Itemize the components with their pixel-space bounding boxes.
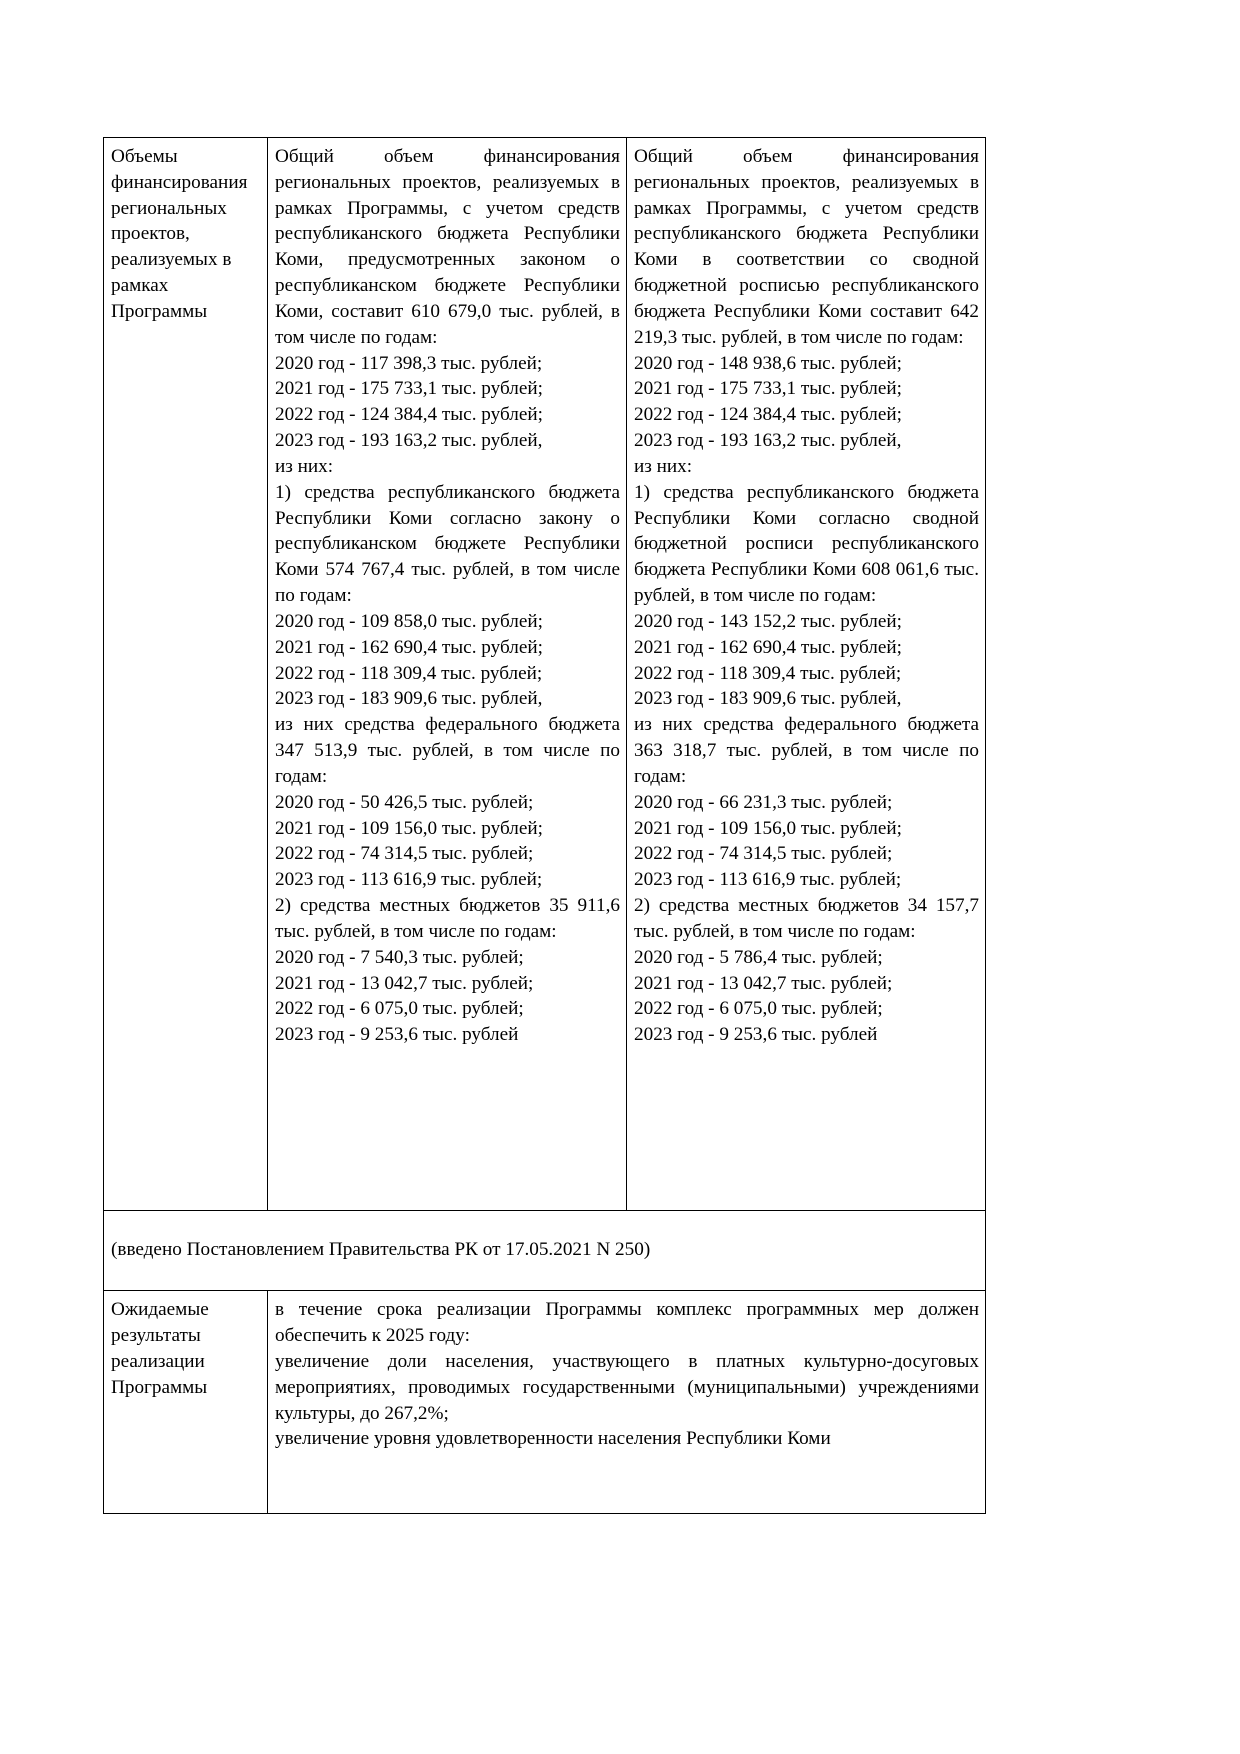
financing-paragraph: Общий объем финансирования региональных проектов, реализуемых в рамках Программы, с учетом средств республиканского бюджета Республики Коми, предусмотренных законом о республиканском бюджете Республики Коми, составит 610 679,0 тыс. рублей, в том числе по годам:	[275, 146, 620, 348]
financing-paragraph: 2021 год - 175 733,1 тыс. рублей;	[275, 378, 543, 400]
financing-paragraph: 2021 год - 13 042,7 тыс. рублей;	[634, 972, 893, 994]
financing-paragraph: 2023 год - 113 616,9 тыс. рублей;	[275, 869, 543, 891]
financing-paragraph: 2020 год - 143 152,2 тыс. рублей;	[634, 610, 902, 632]
financing-paragraph: 2021 год - 162 690,4 тыс. рублей;	[634, 636, 902, 658]
financing-budget-schedule-column	[627, 138, 986, 1211]
financing-paragraph: 2023 год - 193 163,2 тыс. рублей,	[634, 430, 902, 452]
row-label-expected-results	[104, 1291, 268, 1514]
table-row	[104, 1211, 986, 1291]
financing-law-column	[268, 138, 627, 1211]
amendment-note-text: (введено Постановлением Правительства РК от 17.05.2021 N 250)	[111, 1239, 651, 1261]
program-financing-table	[103, 137, 986, 1514]
row-label-financing-volumes	[104, 138, 268, 1211]
table-row	[104, 1291, 986, 1514]
financing-paragraph: 2022 год - 118 309,4 тыс. рублей;	[275, 662, 543, 684]
financing-paragraph: 2020 год - 109 858,0 тыс. рублей;	[275, 610, 543, 632]
financing-paragraph: 2023 год - 183 909,6 тыс. рублей,	[275, 688, 543, 710]
financing-paragraph: 2022 год - 74 314,5 тыс. рублей;	[634, 843, 893, 865]
financing-paragraph: 2021 год - 13 042,7 тыс. рублей;	[275, 972, 534, 994]
financing-paragraph: 2023 год - 193 163,2 тыс. рублей,	[275, 430, 543, 452]
table-row	[104, 138, 986, 1211]
financing-paragraph: 2020 год - 50 426,5 тыс. рублей;	[275, 791, 534, 813]
financing-paragraph: 2022 год - 118 309,4 тыс. рублей;	[634, 662, 902, 684]
financing-paragraph: 2022 год - 6 075,0 тыс. рублей;	[275, 998, 524, 1020]
expected-results-paragraph: увеличение доли населения, участвующего в платных культурно-досуговых мероприятиях, проводимых государственными (муниципальными) учреждениями культуры, до 267,2%;	[275, 1350, 979, 1424]
financing-paragraph: из них средства федерального бюджета 347 513,9 тыс. рублей, в том числе по годам:	[275, 714, 620, 787]
financing-paragraph: 2022 год - 124 384,4 тыс. рублей;	[634, 404, 902, 426]
financing-paragraph: 2023 год - 113 616,9 тыс. рублей;	[634, 869, 902, 891]
table-body	[104, 138, 986, 1514]
financing-paragraph: Общий объем финансирования региональных проектов, реализуемых в рамках Программы, с учетом средств республиканского бюджета Республики Коми в соответствии со сводной бюджетной росписью республиканского бюджета Республики Коми составит 642 219,3 тыс. рублей, в том числе по годам:	[634, 146, 979, 348]
financing-paragraph: 2021 год - 109 156,0 тыс. рублей;	[275, 817, 543, 839]
financing-paragraph: 2020 год - 148 938,6 тыс. рублей;	[634, 352, 902, 374]
financing-paragraph: 1) средства республиканского бюджета Республики Коми согласно закону о республиканском бюджете Республики Коми 574 767,4 тыс. рублей, в том числе по годам:	[275, 481, 620, 607]
amendment-note-cell	[104, 1211, 986, 1291]
financing-paragraph: 2020 год - 117 398,3 тыс. рублей;	[275, 352, 543, 374]
financing-paragraph: 2022 год - 124 384,4 тыс. рублей;	[275, 404, 543, 426]
financing-paragraph: 2022 год - 6 075,0 тыс. рублей;	[634, 998, 883, 1020]
financing-paragraph: 2) средства местных бюджетов 34 157,7 тыс. рублей, в том числе по годам:	[634, 895, 979, 942]
financing-paragraph: 2022 год - 74 314,5 тыс. рублей;	[275, 843, 534, 865]
row-label-text: Объемы финансирования региональных проектов, реализуемых в рамках Программы	[111, 146, 248, 322]
financing-paragraph: 1) средства республиканского бюджета Республики Коми согласно сводной бюджетной росписи республиканского бюджета Республики Коми 608 061,6 тыс. рублей, в том числе по годам:	[634, 481, 979, 607]
financing-paragraph: 2020 год - 66 231,3 тыс. рублей;	[634, 791, 893, 813]
financing-paragraph: 2023 год - 9 253,6 тыс. рублей	[275, 1024, 519, 1046]
financing-paragraph: 2021 год - 175 733,1 тыс. рублей;	[634, 378, 902, 400]
expected-results-paragraph: увеличение уровня удовлетворенности населения Республики Коми	[275, 1428, 831, 1450]
row-label-text: Ожидаемые результаты реализации Программы	[111, 1299, 209, 1398]
financing-paragraph: 2020 год - 5 786,4 тыс. рублей;	[634, 946, 883, 968]
financing-paragraph: 2) средства местных бюджетов 35 911,6 тыс. рублей, в том числе по годам:	[275, 895, 620, 942]
financing-paragraph: 2021 год - 109 156,0 тыс. рублей;	[634, 817, 902, 839]
financing-paragraph: 2023 год - 183 909,6 тыс. рублей,	[634, 688, 902, 710]
financing-paragraph: 2020 год - 7 540,3 тыс. рублей;	[275, 946, 524, 968]
financing-paragraph: из них:	[634, 455, 693, 477]
expected-results-paragraph: в течение срока реализации Программы комплекс программных мер должен обеспечить к 2025 году:	[275, 1299, 979, 1347]
financing-paragraph: 2021 год - 162 690,4 тыс. рублей;	[275, 636, 543, 658]
financing-paragraph: из них:	[275, 455, 334, 477]
financing-paragraph: 2023 год - 9 253,6 тыс. рублей	[634, 1024, 878, 1046]
financing-paragraph: из них средства федерального бюджета 363 318,7 тыс. рублей, в том числе по годам:	[634, 714, 979, 787]
expected-results-body	[268, 1291, 986, 1514]
